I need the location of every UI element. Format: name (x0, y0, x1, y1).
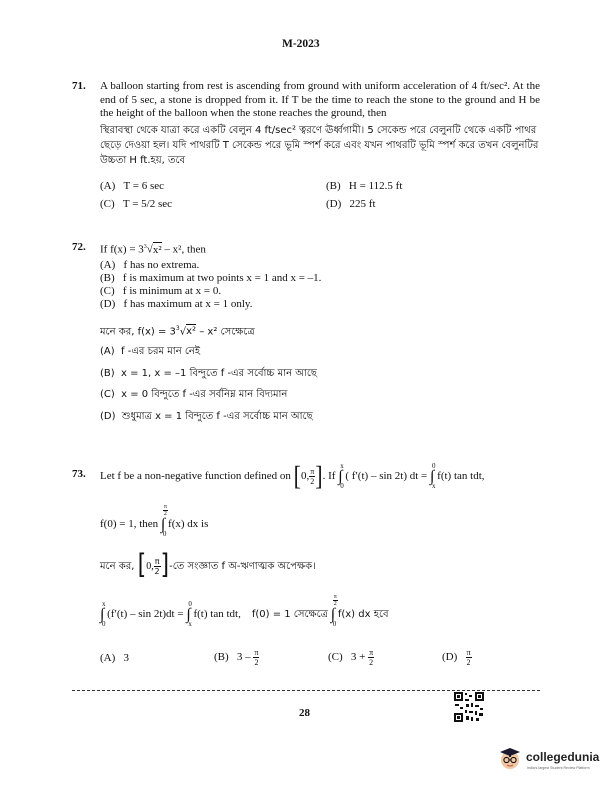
q72-option-c (100, 285, 221, 298)
q71-option-c (100, 198, 172, 211)
option-label: (C) (100, 285, 115, 297)
qr-code (453, 691, 485, 723)
option-label: (B) (326, 180, 341, 192)
page-number: 28 (299, 707, 310, 719)
option-label: (B) (100, 368, 115, 379)
option-text: T = 6 sec (123, 180, 165, 192)
q72-option-d (100, 298, 252, 311)
bracket-open: [ (137, 549, 147, 581)
option-label: (C) (328, 650, 343, 663)
option-label: (A) (100, 180, 116, 192)
option-label: (D) (100, 298, 116, 310)
q72-bengali-stem: মনে কর, $f(x) = 3^3√x^2 - x^2$ সেক্ষেত্রে (100, 325, 255, 338)
q71-option-b (326, 180, 402, 193)
interval-left: 0, (300, 469, 310, 482)
q71-number: 71. (72, 80, 86, 92)
q71-bengali-text: স্থিরাবস্থা থেকে যাত্রা করে একটি বেলুন 4 ft/sec² ত্বরণে ঊর্ধ্বগামী। 5 সেকেন্ড পরে বেলুনটি থেকে একটি পাথর ছেড়ে দেওয়া হল। যদি পাথরটি T সেকেন্ড পরে ভূমি স্পর্শ করে এবং যখন পাথরটি ভূমি স্পর্শ করে তখন বেলুনটির উচ্চতা H ft.হয়, তবে (100, 125, 539, 166)
bracket-close: ] (160, 549, 170, 581)
option-text: f is minimum at x = 0. (122, 285, 222, 297)
page-code: M-2023 (282, 38, 320, 50)
option-text: 3 + (350, 650, 366, 663)
q73-option-b (214, 644, 259, 670)
brand-logo (497, 745, 523, 771)
option-text: 225 ft (349, 198, 376, 210)
q73-option-c (328, 644, 374, 670)
option-label: (A) (100, 259, 116, 271)
q72-bn-suffix: – x² সেক্ষেত্রে (196, 326, 255, 338)
q72-radicand: x² (152, 243, 162, 256)
q73-integrand-1: ( f′(t) – sin 2t) dt = (345, 469, 428, 482)
option-text: f is maximum at two points x = 1 and x = –1. (122, 272, 322, 284)
q72-bn-option-b (100, 367, 317, 380)
option-text: f has maximum at x = 1 only. (123, 298, 253, 310)
integral-sign: ∫ x 0 (338, 461, 344, 490)
q73-line2-prefix: f(0) = 1, then (100, 517, 159, 530)
option-text: 3 (123, 652, 130, 664)
pi-over-2: $\frac{\pi}{2}$ (154, 556, 160, 576)
integral-sign: ∫ $\frac{\pi}{2}$ 0 (160, 503, 167, 538)
q72-option-a (100, 259, 199, 272)
bracket-open: [ (293, 459, 301, 491)
option-text: f -এর চরম মান নেই (121, 346, 201, 357)
q72-number: 72. (72, 241, 86, 253)
bracket-close: ] (315, 459, 323, 491)
option-label: (C) (100, 389, 115, 400)
q73-bengali-equation (100, 594, 389, 634)
pi-over-2: $\frac{\pi}{2}$ (369, 647, 374, 667)
brand-tagline: India's largest Student Review Platform (527, 766, 590, 770)
option-label: (D) (326, 198, 342, 210)
q72-stem-suffix: – x², then (161, 243, 206, 256)
pi-over-2: $\frac{\pi}{2}$ (310, 466, 315, 486)
option-text: H = 112.5 ft (348, 180, 403, 192)
pi-over-2: $\frac{\pi}{2}$ (254, 647, 259, 667)
option-label: (D) (442, 650, 458, 663)
q73-stem-line1 (100, 456, 485, 496)
option-text: x = 1, x = –1 বিন্দুতে f -এর সর্বোচ্চ মান আছে (121, 368, 317, 379)
q73-bn-integrand-3: f(x) dx হবে (337, 608, 389, 620)
option-text: x = 0 বিন্দুতে f -এর সর্বনিম্ন মান বিদ্যমান (121, 389, 288, 400)
q72-bn-option-a (100, 345, 200, 358)
q73-option-a (100, 652, 129, 665)
q73-option-d (442, 644, 472, 670)
option-label: (C) (100, 198, 115, 210)
q72-bn-option-c (100, 388, 287, 401)
q73-bn-integrand-2: f(t) tan tdt, (193, 607, 241, 620)
q73-bn-integrand-1: (f′(t) – sin 2t)dt = (107, 607, 184, 620)
q73-bn-prefix: মনে কর, (100, 560, 135, 572)
q73-integrand-2: f(t) tan tdt, (437, 469, 485, 482)
integral-sign: ∫ $\frac{\pi}{2}$ 0 (330, 593, 337, 628)
q73-line2-integrand: f(x) dx is (168, 517, 209, 530)
option-text: 3 – (236, 650, 251, 663)
q72-bn-radicand: x² (186, 326, 197, 338)
option-text: f has no extrema. (123, 259, 200, 271)
option-label: (A) (100, 652, 116, 664)
q73-bn-condition: f(0) = 1 সেক্ষেত্রে (251, 608, 328, 620)
q72-bn-prefix: মনে কর, f(x) = 3 (100, 326, 176, 338)
option-label: (A) (100, 346, 115, 357)
option-text: শুধুমাত্র x = 1 বিন্দুতে f -এর সর্বোচ্চ মান আছে (121, 411, 313, 422)
q73-stem-b: . If (322, 469, 336, 482)
option-label: (B) (214, 650, 229, 663)
integral-sign: ∫ 0 x (186, 599, 192, 628)
option-text: T = 5/2 sec (122, 198, 172, 210)
root-index: 3 (175, 325, 180, 332)
root-index: 3 (143, 244, 147, 250)
q73-bengali-stem (100, 548, 316, 584)
option-label: (B) (100, 272, 115, 284)
q71-option-a (100, 180, 164, 193)
integral-sign: ∫ x 0 (100, 599, 106, 628)
q73-number: 73. (72, 468, 86, 480)
q71-option-d (326, 198, 376, 211)
q71-english-text: A balloon starting from rest is ascending from ground with uniform acceleration of 4 ft/sec². At the end of 5 sec, a stone is dropped from it. If T be the time to reach the stone to the ground and H be the height of the balloon when the stone reaches the ground, then (100, 80, 540, 119)
pi-over-2: $\frac{\pi}{2}$ (466, 647, 471, 667)
q72-bn-option-d (100, 410, 313, 423)
brand-name: collegedunia (526, 750, 600, 764)
q72-stem-prefix: If f(x) = 3 (100, 243, 144, 256)
interval-left: 0, (146, 560, 154, 572)
q73-stem-a: Let f be a non-negative function defined on (100, 469, 291, 482)
q72-option-b (100, 272, 321, 285)
integral-sign: ∫ 0 x (430, 461, 436, 490)
q73-bn-suffix: -তে সংজ্ঞাত f অ-ঋণাত্মক অপেক্ষক। (169, 560, 316, 572)
option-label: (D) (100, 411, 116, 422)
q73-stem-line2 (100, 503, 209, 542)
q72-stem: If $f(x) = 3^3√x^2 - x^2$, then (100, 243, 206, 256)
